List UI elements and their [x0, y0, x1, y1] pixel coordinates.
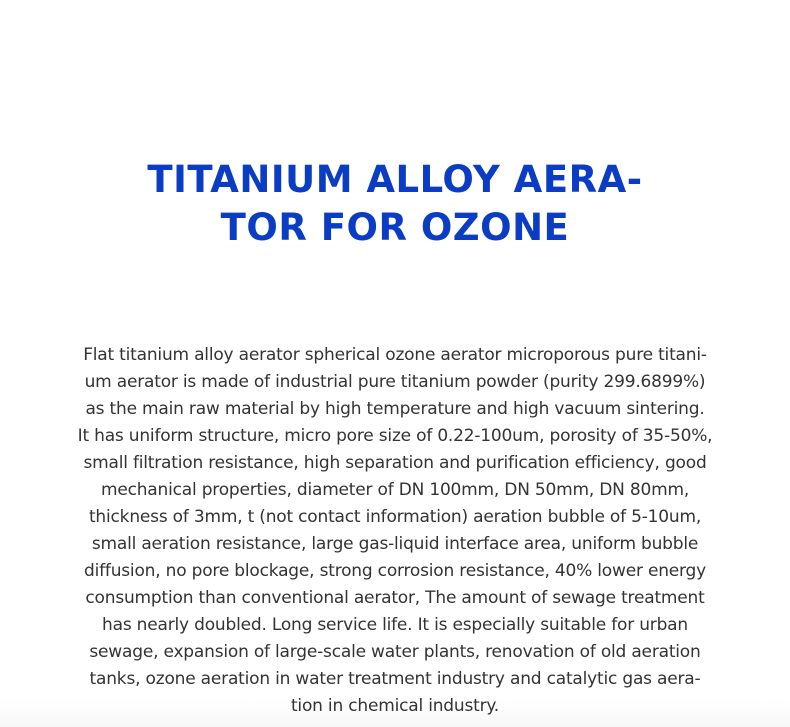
description-line: small filtration resistance, high separation and purification efficiency, good [83, 453, 707, 473]
title-line-1: TITANIUM ALLOY AERA- [147, 158, 643, 201]
description-line: mechanical properties, diameter of DN 100mm, DN 50mm, DN 80mm, [100, 480, 690, 500]
description-line: tanks, ozone aeration in water treatment industry and catalytic gas aera- [89, 669, 701, 689]
description-line: It has uniform structure, micro pore size of 0.22-100um, porosity of 35-50%, [77, 426, 713, 446]
description-line: consumption than conventional aerator, The amount of sewage treatment [85, 588, 705, 608]
description-line: small aeration resistance, large gas-liquid interface area, uniform bubble [91, 534, 699, 554]
description-line: tion in chemical industry. [290, 696, 500, 716]
description-line: Flat titanium alloy aerator spherical ozone aerator microporous pure titani- [83, 345, 707, 365]
description-line: thickness of 3mm, t (not contact information) aeration bubble of 5-10um, [88, 507, 702, 527]
description-line: as the main raw material by high temperature and high vacuum sintering. [85, 399, 705, 419]
page-title [0, 156, 790, 252]
description-line: diffusion, no pore blockage, strong corrosion resistance, 40% lower energy [84, 561, 706, 581]
description-line: um aerator is made of industrial pure titanium powder (purity 299.6899%) [84, 372, 706, 392]
product-description [0, 342, 790, 720]
description-line: has nearly doubled. Long service life. It is especially suitable for urban [102, 615, 688, 635]
description-line: sewage, expansion of large-scale water plants, renovation of old aeration [89, 642, 701, 662]
title-line-2: TOR FOR OZONE [220, 206, 570, 249]
